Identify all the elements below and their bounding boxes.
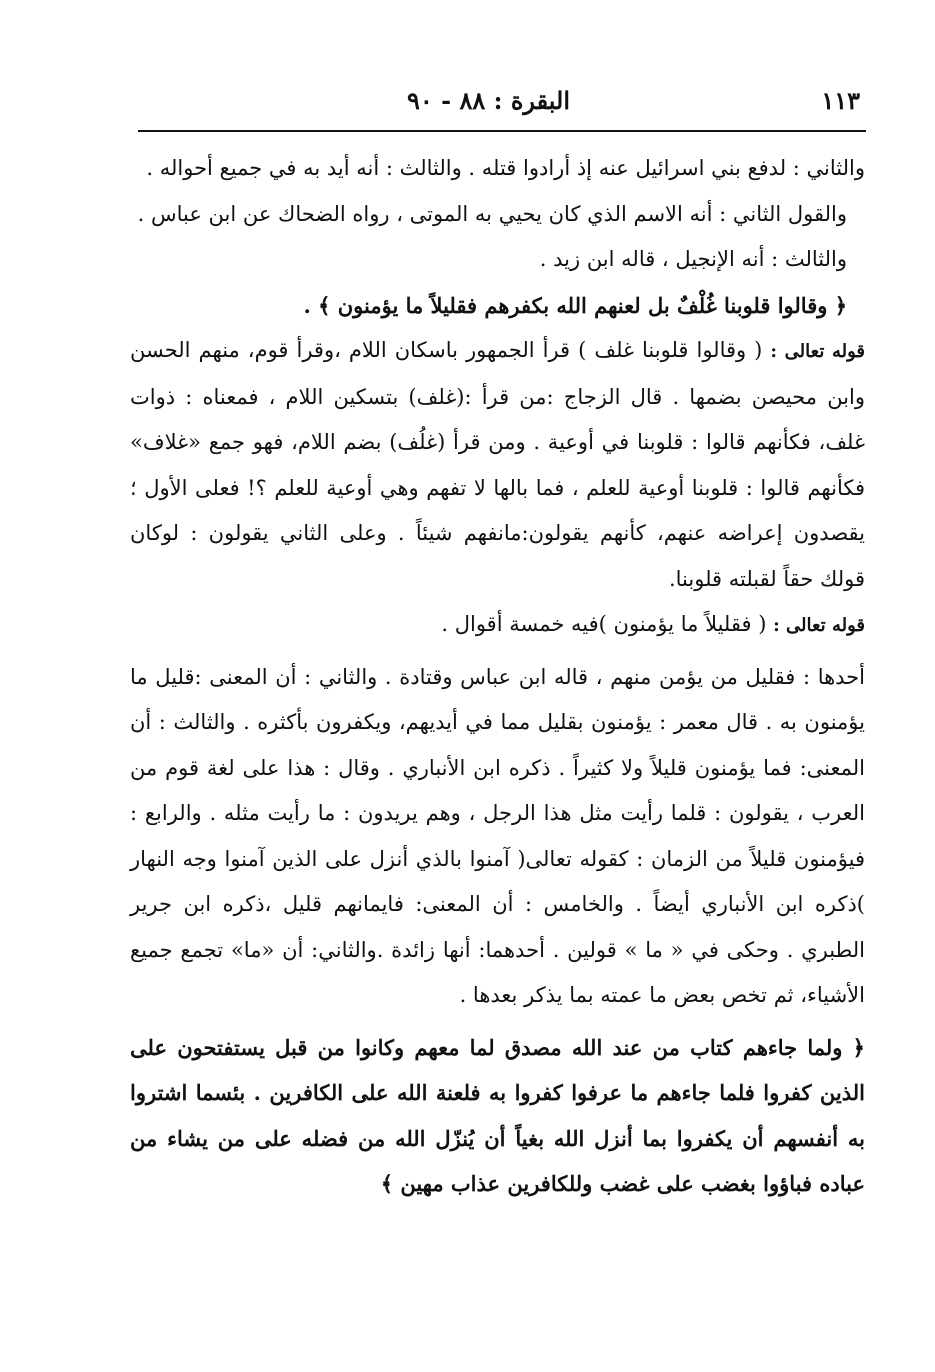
paragraph-second-saying: والقول الثاني : أنه الاسم الذي كان يحيي به الموتى ، رواه الضحاك عن ابن عباس .	[137, 201, 847, 226]
commentary-text: ( فقليلاً ما يؤمنون )فيه خمسة أقوال .	[441, 612, 774, 636]
page-number: ١١٣	[821, 86, 860, 115]
header-divider	[138, 130, 866, 132]
paragraph-second-opinion: والثاني : لدفع بني اسرائيل عنه إذ أرادوا قتله . والثالث : أنه أيد به في جميع أحواله .	[146, 156, 865, 180]
page-header	[140, 86, 860, 126]
paragraph-commentary-ghulf	[130, 328, 865, 602]
paragraph-commentary-qalilan	[130, 602, 865, 649]
paragraph-five-sayings: أحدها : فقليل من يؤمن منهم ، قاله ابن عباس وقتادة . والثاني : أن المعنى :قليل ما يؤمنون به . قال معمر : يؤمنون بقليل مما في أيديهم، ويكفرون بأكثره . والثالث : أن المعنى: فما يؤمنون قليلاً ولا كثيراً . ذكره ابن الأنباري . وقال : هذا على لغة قوم من العرب ، يقولون : قلما رأيت مثل هذا الرجل ، وهم يريدون : ما رأيت مثله . والرابع : فيؤمنون قليلاً من الزمان : كقوله تعالى( آمنوا بالذي أنزل على الذين آمنوا وجه النهار )ذكره ابن الأنباري أيضاً . والخامس : أن المعنى: فايمانهم قليل ،ذكره ابن جرير الطبري . وحكى في « ما » قولين . أحدهما: أنها زائدة .والثاني: أن «ما» تجمع جميع الأشياء، ثم تخص بعض ما عمته بما يذكر بعدها .	[130, 664, 866, 1007]
main-text	[130, 146, 865, 1207]
running-title: البقرة : ٨٨ - ٩٠	[407, 86, 570, 115]
paragraph-third-saying: والثالث : أنه الإنجيل ، قاله ابن زيد .	[539, 247, 847, 271]
quran-verse-88: ﴿ وقالوا قلوبنا غُلْفٌ بل لعنهم الله بكفرهم فقليلاً ما يؤمنون ﴾ .	[303, 292, 847, 318]
commentary-text: ( وقالوا قلوبنا غلف ) قرأ الجمهور باسكان اللام ،وقرأ قوم، منهم الحسن وابن محيصن بضمها . قال الزجاج :من قرأ :(غلف) بتسكين اللام ، فمعناه : ذوات غلف، فكأنهم قالوا : قلوبنا في أوعية . ومن قرأ (غلُف) بضم اللام، فهو جمع «غلاف» فكأنهم قالوا : قلوبنا أوعية للعلم ، فما بالها لا تفهم وهي أوعية للعلم ؟! فعلى الأول ؛ يقصدون إعراضه عنهم، كأنهم يقولون:مانفهم شيئاً . وعلى الثاني يقولون : لوكان قولك حقاً لقبلته قلوبنا.	[130, 338, 865, 591]
commentary-label: قوله تعالى :	[773, 615, 865, 636]
commentary-label: قوله تعالى :	[770, 341, 865, 362]
quran-verse-89-90: ﴿ ولما جاءهم كتاب من عند الله مصدق لما معهم وكانوا من قبل يستفتحون على الذين كفروا فلما جاءهم ما عرفوا كفروا به فلعنة الله على الكافرين . بئسما اشتروا به أنفسهم أن يكفروا بما أنزل الله بغياً أن يُنزّل الله من فضله على من يشاء من عباده فباؤوا بغضب على غضب وللكافرين عذاب مهين ﴾	[130, 1034, 865, 1196]
